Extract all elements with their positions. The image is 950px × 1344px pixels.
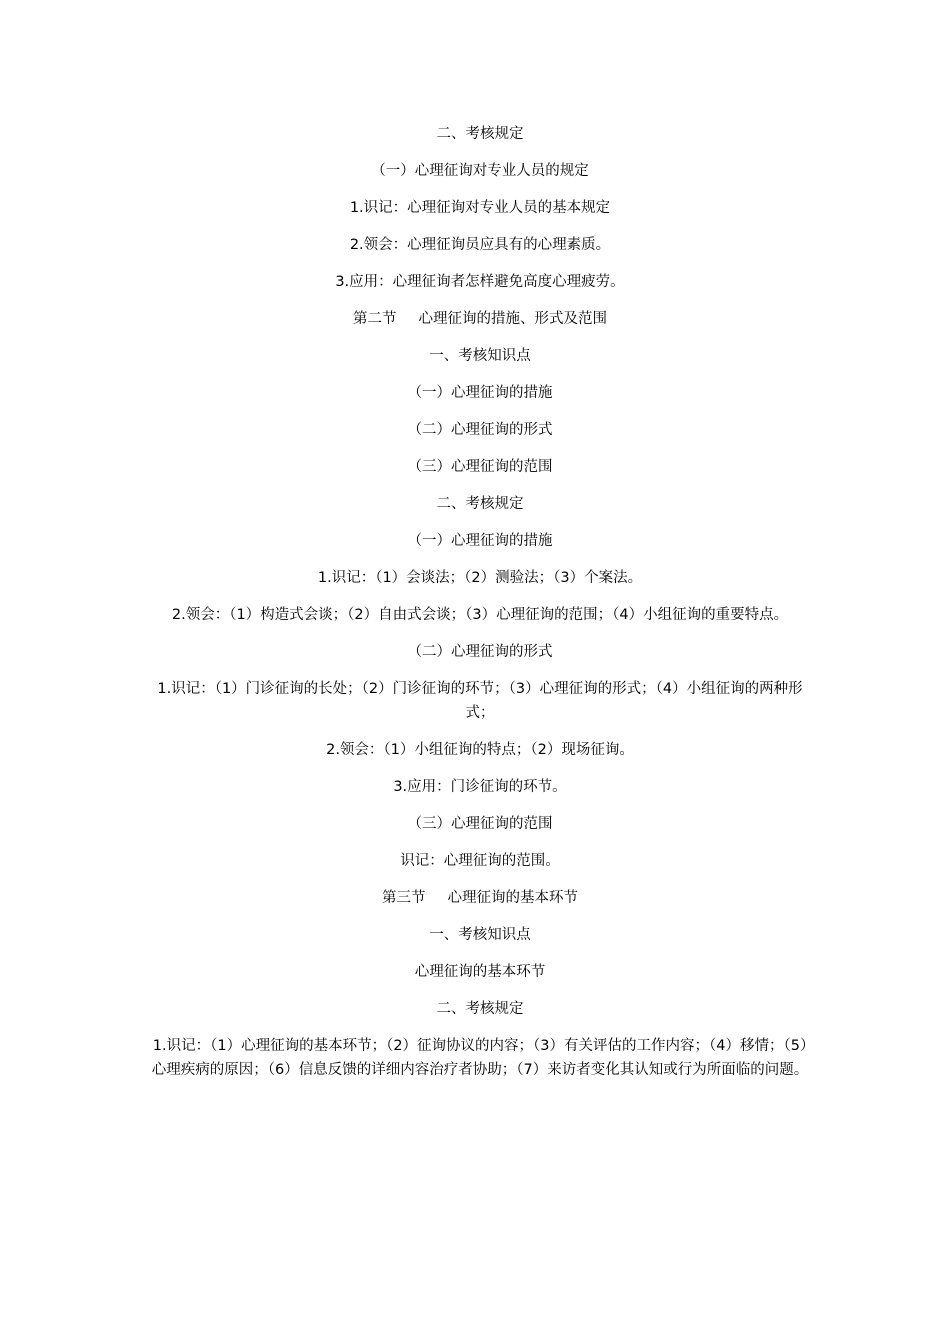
knowledge-point-item: 心理征询的基本环节 <box>414 964 546 980</box>
section-title: 心理征询的措施、形式及范围 <box>418 311 607 327</box>
knowledge-point-item: （二）心理征询的形式 <box>407 422 553 438</box>
heading-assessment-rules: 二、考核规定 <box>436 496 524 512</box>
heading-knowledge-points: 一、考核知识点 <box>429 348 531 364</box>
item-recall: 识记：心理征询的范围。 <box>400 853 560 869</box>
document-body <box>150 122 810 1095</box>
knowledge-point-item: （三）心理征询的范围 <box>407 459 553 475</box>
subheading-professional-rules: （一）心理征询对专业人员的规定 <box>371 163 589 179</box>
item-recall: 1.识记：（1）心理征询的基本环节；（2）征询协议的内容；（3）有关评估的工作内容；（4）移情；（5）心理疾病的原因；（6）信息反馈的详细内容治疗者协助；（7）来访者变化其认知或行为所面临的问题。 <box>151 1038 809 1078</box>
section-heading <box>150 307 810 331</box>
item-recall: 1.识记：（1）门诊征询的长处；（2）门诊征询的环节；（3）心理征询的形式；（4）小组征询的两种形式； <box>157 681 803 721</box>
heading-knowledge-points: 一、考核知识点 <box>429 927 531 943</box>
heading-assessment-rules: 二、考核规定 <box>436 1001 524 1017</box>
item-apply: 3.应用：心理征询者怎样避免高度心理疲劳。 <box>335 274 625 290</box>
item-recall: 1.识记：（1）会谈法；（2）测验法；（3）个案法。 <box>317 570 643 586</box>
section-title: 心理征询的基本环节 <box>447 890 578 906</box>
section-number: 第三节 <box>382 890 426 906</box>
subheading-methods: （一）心理征询的措施 <box>407 533 553 549</box>
subheading-scope: （三）心理征询的范围 <box>407 816 553 832</box>
subheading-forms: （二）心理征询的形式 <box>407 644 553 660</box>
knowledge-point-item: （一）心理征询的措施 <box>407 385 553 401</box>
item-apply: 3.应用：门诊征询的环节。 <box>393 779 567 795</box>
item-understand: 2.领会：心理征询员应具有的心理素质。 <box>349 237 611 253</box>
item-understand: 2.领会：（1）小组征询的特点；（2）现场征询。 <box>326 742 634 758</box>
section-heading <box>150 886 810 910</box>
heading-assessment-rules: 二、考核规定 <box>436 126 524 142</box>
item-understand: 2.领会：（1）构造式会谈；（2）自由式会谈；（3）心理征询的范围；（4）小组征询的重要特点。 <box>171 607 789 623</box>
section-number: 第二节 <box>353 311 397 327</box>
item-recall: 1.识记：心理征询对专业人员的基本规定 <box>349 200 611 216</box>
